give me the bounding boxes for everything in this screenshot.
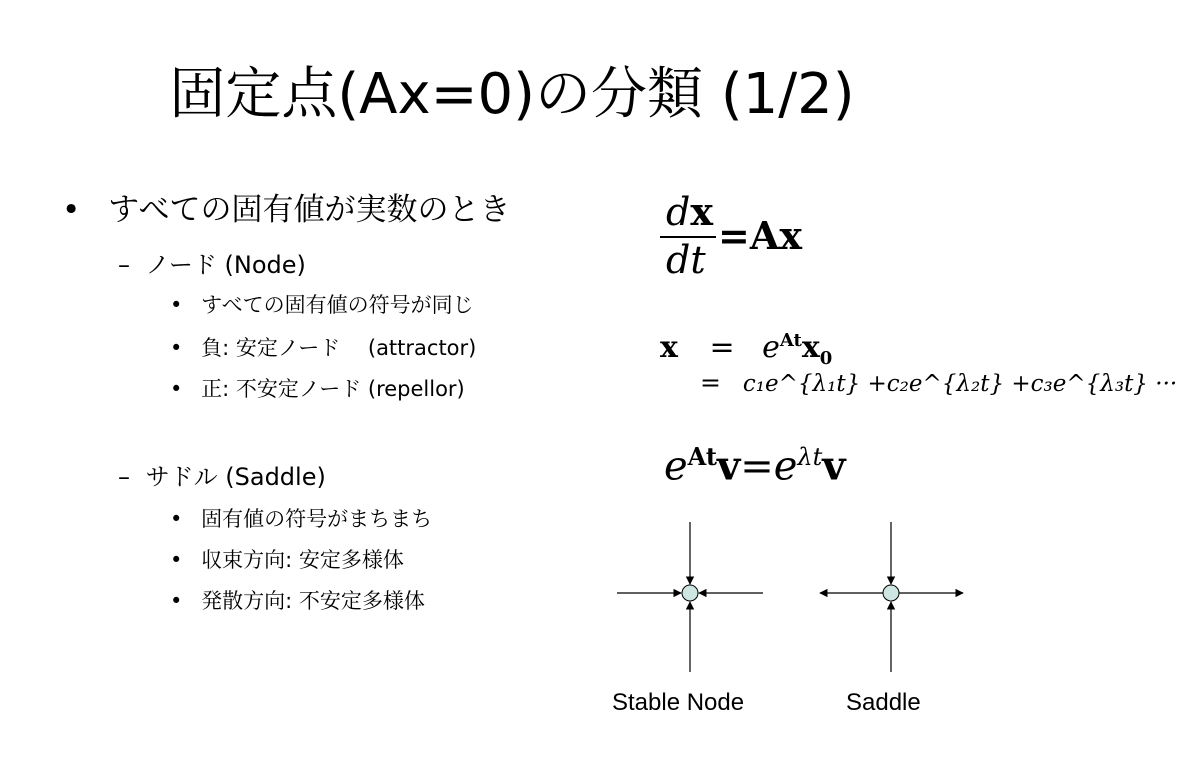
saddle-heading-text: サドル (Saddle) (145, 463, 326, 491)
saddle-diagram (820, 522, 963, 672)
node-item-text: 負: 安定ノード (attractor) (201, 336, 477, 360)
fixed-point (883, 585, 899, 601)
solution-sub: 0 (819, 348, 833, 369)
eigen-lhs-v: v (716, 442, 741, 490)
eigen-rhs-v: v (822, 442, 846, 490)
equals-sign: = (740, 443, 774, 490)
bullet-marker: • (170, 548, 183, 572)
bullet-marker: • (62, 192, 81, 228)
slide-title: 固定点(Ax=0)の分類 (1/2) (169, 62, 855, 127)
eigen-rhs-base: e (773, 443, 798, 490)
bullet-marker: • (170, 507, 183, 531)
exp-base: e (762, 330, 780, 365)
stable-node-diagram (617, 522, 763, 672)
saddle-label: Saddle (846, 689, 921, 716)
node-item-text: すべての固有値の符号が同じ (201, 293, 474, 317)
dash-marker: – (118, 463, 130, 491)
bullet-marker: • (170, 589, 183, 613)
ode-num-d: d (666, 190, 691, 234)
saddle-item-text: 固有値の符号がまちまち (201, 507, 433, 531)
eigen-lhs-base: e (664, 443, 688, 490)
eigen-rhs-exp: λt (797, 443, 823, 471)
eigen-lhs-exp: At (687, 442, 717, 471)
fixed-point (682, 585, 698, 601)
node-item-text: 正: 不安定ノード (repellor) (201, 377, 465, 401)
bullet-marker: • (170, 336, 183, 360)
ode-den: dt (666, 238, 706, 282)
exp-power: At (779, 330, 802, 351)
equals-sign: = (700, 368, 721, 397)
ode-rhs: =Ax (718, 213, 802, 258)
bullet-marker: • (170, 377, 183, 401)
bullet-main-text: すべての固有値が実数のとき (108, 192, 511, 228)
stable-node-label: Stable Node (612, 689, 745, 716)
bullet-marker: • (170, 293, 183, 317)
solution-sum: c₁e^{λ₁t} +c₂e^{λ₂t} +c₃e^{λ₃t} ··· (742, 371, 1177, 397)
solution-x: x (801, 330, 820, 365)
saddle-item-text: 発散方向: 不安定多様体 (201, 589, 425, 613)
solution-lhs: x (660, 330, 678, 365)
dash-marker: – (118, 251, 130, 279)
node-heading-text: ノード (Node) (145, 251, 306, 279)
equals-sign: = (709, 330, 735, 365)
saddle-item-text: 収束方向: 安定多様体 (201, 548, 404, 572)
ode-num-x: x (690, 189, 713, 234)
